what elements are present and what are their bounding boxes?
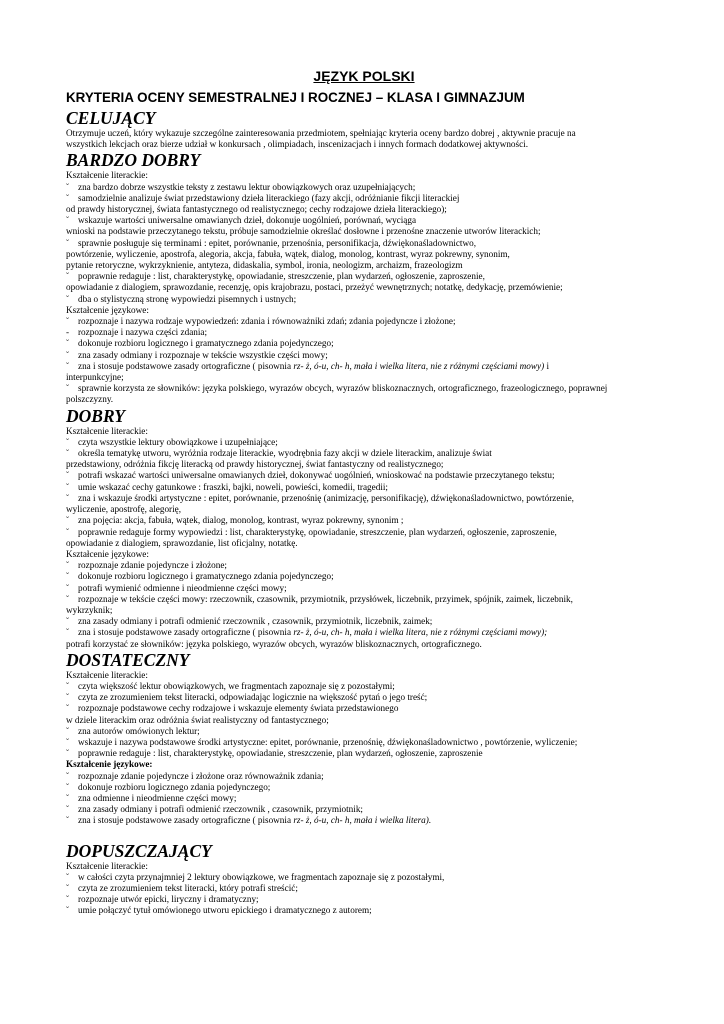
list-item: ˘ czyta wszystkie lektury obowiązkowe i uzupełniające; <box>66 436 278 447</box>
document-subtitle: KRYTERIA OCENY SEMESTRALNEJ I ROCZNEJ – KLASA I GIMNAZJUM <box>66 90 525 105</box>
bullet-icon: ˘ <box>66 736 70 747</box>
subheading-language: Kształcenie językowe: <box>66 759 153 770</box>
list-item-continuation: wykrzyknik; <box>66 604 113 615</box>
subheading-literary: Kształcenie literackie: <box>66 425 148 436</box>
celujacy-text-line: wszystkich lekcjach oraz bierze udział w konkursach , olimpiadach, inscenizacjach i innych formach dodatkowej aktywności. <box>66 139 529 150</box>
bullet-icon: ˘ <box>66 181 70 192</box>
bullet-icon: ˘ <box>66 571 70 582</box>
bullet-icon: ˘ <box>66 215 70 226</box>
list-item: ˘ zna autorów omówionych lektur; <box>66 725 200 736</box>
list-item: ˘ zna i stosuje podstawowe zasady ortograficzne ( pisownia rz- ż, ó-u, ch- h, mała i wielka litera, nie z różnymi częściami mowy); <box>66 627 548 638</box>
list-item: ˘ wskazuje i nazywa podstawowe środki artystyczne: epitet, porównanie, przenośnię, dźwiękonaśladownictwo , powtórzenie, wyliczenie; <box>66 736 578 747</box>
bullet-icon: ˘ <box>66 349 70 360</box>
list-item: ˘ dokonuje rozbioru logicznego i gramatycznego zdania pojedynczego; <box>66 571 334 582</box>
list-item: ˘ potrafi wymienić odmienne i nieodmienne części mowy; <box>66 582 287 593</box>
bullet-icon: ˘ <box>66 616 70 627</box>
bullet-icon: ˘ <box>66 781 70 792</box>
list-item: ˘ wskazuje wartości uniwersalne omawianych dzieł, dokonuje uogólnień, porównań, wyciąga <box>66 215 417 226</box>
bullet-icon: ˘ <box>66 271 70 282</box>
grade-heading-bardzo-dobry: BARDZO DOBRY <box>66 150 201 171</box>
subheading-language: Kształcenie językowe: <box>66 548 149 559</box>
list-item: ˘ dokonuje rozbioru logicznego zdania pojedynczego; <box>66 781 271 792</box>
list-item: ˘ rozpoznaje utwór epicki, liryczny i dramatyczny; <box>66 894 259 905</box>
list-item-continuation: od prawdy historycznej, świata fantastycznego od realistycznego; cechy rodzajowe dzieła literackiego); <box>66 204 447 215</box>
bullet-icon: ˘ <box>66 725 70 736</box>
list-item-continuation: przedstawiony, odróżnia fikcję literacką od prawdy historycznej, świat fantastyczny od realistycznego; <box>66 459 444 470</box>
bullet-icon: ˘ <box>66 192 70 203</box>
list-item: ˘ umie wskazać cechy gatunkowe : fraszki, bajki, noweli, powieści, komedii, tragedii; <box>66 481 388 492</box>
bullet-icon: ˘ <box>66 316 70 327</box>
bullet-icon: ˘ <box>66 448 70 459</box>
list-item-continuation: opowiadanie z dialogiem, sprawozdanie, recenzję, opis krajobrazu, postaci, przeżyć wewnętrznych; notatkę, dedykację, przemówienie; <box>66 282 563 293</box>
bullet-icon: ˘ <box>66 526 70 537</box>
list-item: ˘ poprawnie redaguje formy wypowiedzi : list, charakterystykę, opowiadanie, streszczenie, plan wydarzeń, ogłoszenie, zaproszenie, <box>66 526 557 537</box>
list-item: ˘ dba o stylistyczną stronę wypowiedzi pisemnych i ustnych; <box>66 293 297 304</box>
grade-heading-dostateczny: DOSTATECZNY <box>66 649 190 670</box>
document-page <box>66 68 662 917</box>
list-item-continuation: polszczyzny. <box>66 394 114 405</box>
list-item: ˘ rozpoznaje zdanie pojedyncze i złożone; <box>66 560 227 571</box>
grade-heading-dobry: DOBRY <box>66 405 125 426</box>
list-item-continuation: wnioski na podstawie przeczytanego tekstu, próbuje samodzielnie określać dosłowne i przenośne znaczenie utworów literackich; <box>66 226 541 237</box>
bullet-icon: ˘ <box>66 470 70 481</box>
bullet-icon: ˘ <box>66 692 70 703</box>
celujacy-text-line: Otrzymuje uczeń, który wykazuje szczególne zainteresowania przedmiotem, spełniając kryteria oceny bardzo dobrej , aktywnie pracuje na <box>66 128 576 138</box>
list-item: ˘ czyta ze zrozumieniem tekst literacki, odpowiadając logicznie na większość pytań o jego treść; <box>66 692 428 703</box>
list-item: ˘ zna odmienne i nieodmienne części mowy; <box>66 792 237 803</box>
list-item: ˘ potrafi wskazać wartości uniwersalne omawianych dzieł, dokonywać uogólnień, wnioskować na podstawie przeczytanego tekstu; <box>66 470 555 481</box>
list-item: ˘ rozpoznaje podstawowe cechy rodzajowe i wskazuje elementy świata przedstawionego <box>66 703 399 714</box>
list-item: ˘ określa tematykę utworu, wyróżnia rodzaje literackie, wyodrębnia fazy akcji w dziele literackim, analizuje świat <box>66 448 492 459</box>
bullet-icon: ˘ <box>66 383 70 394</box>
list-item-continuation: wyliczenie, apostrofę, alegorię, <box>66 504 182 515</box>
bullet-icon: ˘ <box>66 582 70 593</box>
bullet-icon: ˘ <box>66 436 70 447</box>
bullet-icon: ˘ <box>66 894 70 905</box>
list-item: ˘ zna zasady odmiany i potrafi odmienić rzeczownik , czasownik, przymiotnik, liczebnik, zaimek; <box>66 616 433 627</box>
list-item-continuation: powtórzenie, wyliczenie, apostrofa, alegoria, akcja, fabuła, wątek, dialog, monolog, kontrast, wyraz pokrewny, synonim, <box>66 248 510 259</box>
document-title: JĘZYK POLSKI <box>313 68 415 84</box>
bullet-icon: ˘ <box>66 748 70 759</box>
grade-heading-dopuszczajacy: DOPUSZCZAJĄCY <box>66 840 212 861</box>
bullet-icon: ˘ <box>66 293 70 304</box>
list-item: ˘ umie połączyć tytuł omówionego utworu epickiego i dramatycznego z autorem; <box>66 905 372 916</box>
subheading-language: Kształcenie językowe: <box>66 304 149 315</box>
bullet-icon: ˘ <box>66 792 70 803</box>
list-item: ˘ poprawnie redaguje : list, charakterystykę, opowiadanie, streszczenie, plan wydarzeń, ogłoszenie, zaproszenie <box>66 748 483 759</box>
bullet-icon: ˘ <box>66 627 70 638</box>
list-item: ˘ zna zasady odmiany i rozpoznaje w tekście wszystkie części mowy; <box>66 349 328 360</box>
bullet-icon: ˘ <box>66 560 70 571</box>
grade-heading-celujacy: CELUJĄCY <box>66 108 156 128</box>
list-item-continuation: pytanie retoryczne, wykrzyknienie, antyteza, didaskalia, symbol, ironia, neologizm, archaizm, frazeologizm <box>66 260 463 271</box>
bullet-icon: ˘ <box>66 593 70 604</box>
list-item: ˘ zna bardzo dobrze wszystkie teksty z zestawu lektur obowiązkowych oraz uzupełniających; <box>66 181 416 192</box>
subheading-literary: Kształcenie literackie: <box>66 669 148 680</box>
list-item: ˘ w całości czyta przynajmniej 2 lektury obowiązkowe, we fragmentach zapoznaje się z pozostałymi, <box>66 871 445 882</box>
bullet-icon: ˘ <box>66 815 70 826</box>
list-item: ˘ czyta ze zrozumieniem tekst literacki, który potrafi streścić; <box>66 882 298 893</box>
bullet-icon: ˘ <box>66 882 70 893</box>
list-item: ˘ zna i stosuje podstawowe zasady ortograficzne ( pisownia rz- ż, ó-u, ch- h, mała i wielka litera, nie z różnymi częściami mowy) i <box>66 360 550 371</box>
list-item-continuation: w dziele literackim oraz odróżnia świat realistyczny od fantastycznego; <box>66 714 329 725</box>
bullet-icon: ˘ <box>66 360 70 371</box>
list-item: ˘ zna i stosuje podstawowe zasady ortograficzne ( pisownia rz- ż, ó-u, ch- h, mała i wielka litera). <box>66 815 432 826</box>
bullet-icon: ˘ <box>66 338 70 349</box>
bullet-icon: ˘ <box>66 905 70 916</box>
bullet-icon: ˘ <box>66 804 70 815</box>
list-item: ˘ samodzielnie analizuje świat przedstawiony dzieła literackiego (fazy akcji, odróżnianie fikcji literackiej <box>66 192 460 203</box>
list-item: ˘ czyta większość lektur obowiązkowych, we fragmentach zapoznaje się z pozostałymi; <box>66 680 395 691</box>
list-item: ˘ rozpoznaje i nazywa rodzaje wypowiedzeń: zdania i równoważniki zdań; zdania pojedyncze i złożone; <box>66 316 456 327</box>
list-item: ˘ sprawnie posługuje się terminami : epitet, porównanie, przenośnia, personifikacja, dźwiękonaśladownictwo, <box>66 237 477 248</box>
list-item-continuation: interpunkcyjne; <box>66 372 124 383</box>
bullet-icon: ˘ <box>66 492 70 503</box>
bullet-icon: ˘ <box>66 481 70 492</box>
list-item: potrafi korzystać ze słowników: języka polskiego, wyrazów obcych, wyrazów bliskoznacznych, ortograficznego. <box>66 638 482 649</box>
bullet-icon: ˘ <box>66 680 70 691</box>
bullet-icon: ˘ <box>66 237 70 248</box>
bullet-icon: ˘ <box>66 515 70 526</box>
list-item: ˘ rozpoznaje zdanie pojedyncze i złożone oraz równoważnik zdania; <box>66 770 324 781</box>
list-item: ˘ zna zasady odmiany i potrafi odmienić rzeczownik , czasownik, przymiotnik; <box>66 804 363 815</box>
dash-icon: - <box>66 327 70 338</box>
bullet-icon: ˘ <box>66 871 70 882</box>
list-item: ˘ poprawnie redaguje : list, charakterystykę, opowiadanie, streszczenie, plan wydarzeń, ogłoszenie, zaproszenie, <box>66 271 485 282</box>
list-item: ˘ zna i wskazuje środki artystyczne : epitet, porównanie, przenośnię (animizację, personifikację), dźwiękonaśladownictwo, powtórzenie, <box>66 492 574 503</box>
list-item-continuation: opowiadanie z dialogiem, sprawozdanie, list oficjalny, notatkę. <box>66 537 298 548</box>
subheading-literary: Kształcenie literackie: <box>66 170 148 181</box>
list-item: ˘ dokonuje rozbioru logicznego i gramatycznego zdania pojedynczego; <box>66 338 334 349</box>
list-item: - rozpoznaje i nazywa części zdania; <box>66 327 208 338</box>
bullet-icon: ˘ <box>66 770 70 781</box>
subheading-literary: Kształcenie literackie: <box>66 860 148 871</box>
list-item: ˘ zna pojęcia: akcja, fabuła, wątek, dialog, monolog, kontrast, wyraz pokrewny, synonim ; <box>66 515 404 526</box>
list-item: ˘ sprawnie korzysta ze słowników: języka polskiego, wyrazów obcych, wyrazów bliskoznacznych, ortograficznego, frazeologicznego, poprawnej <box>66 383 608 394</box>
bullet-icon: ˘ <box>66 703 70 714</box>
list-item: ˘ rozpoznaje w tekście części mowy: rzeczownik, czasownik, przymiotnik, przysłówek, liczebnik, przyimek, spójnik, zaimek, liczebnik, <box>66 593 573 604</box>
